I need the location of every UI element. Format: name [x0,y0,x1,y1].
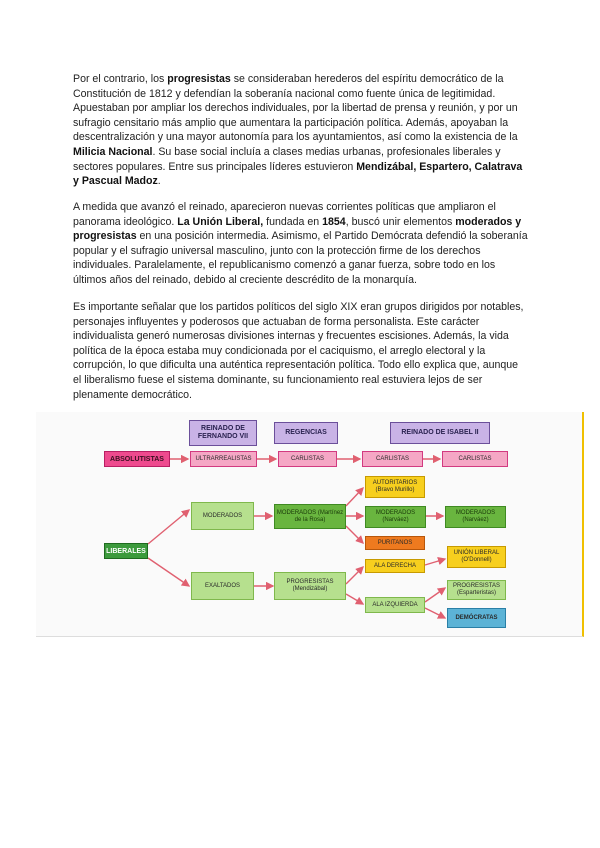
arrow-izquierda-progresistas [425,588,445,602]
p1-run-4: . Su base social incluía a clases medias urbanas, profesionales liberales y sectores populares. Entre sus principales líderes estuvieron [73,145,501,173]
political-parties-diagram [36,412,584,637]
node-ala-izquierda: ALA IZQUIERDA [365,597,425,613]
paragraph-progresistas [73,72,528,189]
p1-run-0: Por el contrario, los [73,73,168,85]
node-carlistas-regencias: CARLISTAS [278,451,337,467]
p2-run-3: 1854 [322,215,346,228]
p1-run-6: . [157,175,161,188]
node-absolutistas: ABSOLUTISTAS [104,451,170,467]
node-progresistas-mendizabal: PROGRESISTAS (Mendizábal) [274,572,346,600]
p2-run-5: moderados y progresistas [73,215,522,243]
arrow-liberales-moderados [148,510,189,544]
header-fernando-vii: REINADO DE FERNANDO VII [189,420,257,446]
p1-run-1: progresistas [167,73,231,85]
header-isabel-ii: REINADO DE ISABEL II [390,422,490,444]
p2-run-2: fundada en [263,215,323,228]
node-moderados-martinez-de-la-rosa: MODERADOS (Martínez de la Rosa) [274,504,346,529]
node-ala-derecha: ALA DERECHA [365,559,425,573]
node-moderados-narvaez: MODERADOS (Narváez) [365,506,426,528]
arrow-progresistas-izquierda [346,594,363,604]
node-progresistas-esparteristas: PROGRESISTAS (Esparteristas) [447,580,506,600]
arrow-derecha-union [425,559,445,565]
node-moderados-narvaez-final: MODERADOS (Narváez) [445,506,506,528]
node-ultrarrealistas: ULTRARREALISTAS [190,451,257,467]
node-carlistas-isabel: CARLISTAS [362,451,423,467]
p3-run-0: Es importante señalar que los partidos políticos del siglo XIX eran grupos dirigidos por notables, personajes influyentes y poderosos que actuaban de forma personalista. Este carácter individualista generó numerosas divisiones internas y frecuentes escisiones. Además, la vida política de la época estaba muy condicionada por el caciquismo, el arreglo electoral y la corrupción, lo que dificulta una auténtica representación política. Todo ello explica que, aunque el liberalismo fuese el sistema dominante, su funcionamiento real estuviera lejos de ser plenamente democrático. [73,301,524,401]
node-autoritarios: AUTORITARIOS (Bravo Murillo) [365,476,425,498]
arrow-progresistas-derecha [346,567,363,584]
header-regencias: REGENCIAS [274,422,338,444]
node-moderados: MODERADOS [191,502,254,530]
p2-run-1: La Unión Liberal, [177,215,264,228]
arrow-moderados-autoritarios [346,488,363,506]
p1-run-3: Milicia Nacional [73,145,153,158]
node-union-liberal: UNIÓN LIBERAL (O'Donnell) [447,546,506,568]
p2-run-6: en una posición intermedia. Asimismo, el Partido Demócrata defendió la soberanía popular y el sufragio universal masculino, junto con la protección firme de los derechos individuales. Paralelamente, el republicanismo comenzó a ganar fuerza, sobre todo en los últimos años del reinado, debido al creciente descrédito de la monarquía. [73,230,528,286]
arrow-moderados-puritanos [346,526,363,543]
node-exaltados: EXALTADOS [191,572,254,600]
arrow-liberales-exaltados [148,558,189,586]
p2-run-4: , buscó unir elementos [345,215,456,228]
node-carlistas-final: CARLISTAS [442,451,508,467]
node-puritanos: PURITANOS [365,536,425,550]
p1-run-2: se consideraban herederos del espíritu democrático de la Constitución de 1812 y defendían la soberanía nacional como fuente única de legitimidad. Apuestaban por ampliar los derechos individuales, por la libertad de prensa y reunión, y por un sufragio censitario más amplio que aumentara la participación política. Además, apoyaban la descentralización y una mayor autonomía para los ayuntamientos, así como la existencia de la [73,73,518,144]
p2-run-0: A medida que avanzó el reinado, aparecieron nuevas corrientes políticas que ampliaron el panorama ideológico. [73,201,496,228]
node-democratas: DEMÓCRATAS [447,608,506,628]
p1-run-5: Mendizábal, Espartero, Calatrava y Pascual Madoz [73,160,523,188]
arrow-izquierda-democratas [425,608,445,618]
node-liberales: LIBERALES [104,543,148,559]
paragraph-partidos-notables [73,300,528,402]
paragraph-nuevas-corrientes [73,200,528,288]
